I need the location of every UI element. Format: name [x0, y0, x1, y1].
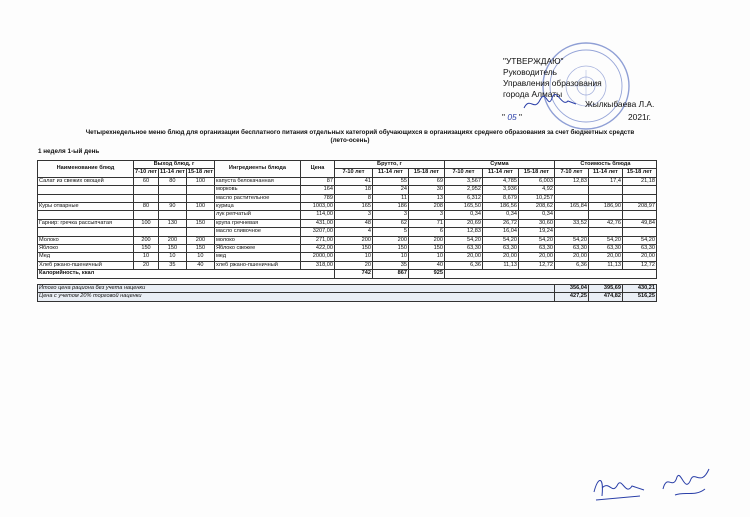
sum-value: 6,003	[518, 177, 554, 185]
dish-name	[38, 186, 134, 194]
gross-value: 5	[372, 228, 408, 236]
cost-value: 49,84	[622, 219, 656, 227]
price-value: 3207,00	[300, 228, 334, 236]
cost-value: 20,00	[622, 253, 656, 261]
approval-line-approve: "УТВЕРЖДАЮ"	[503, 56, 564, 66]
header-gross: Брутто, г	[334, 161, 444, 169]
yield-value: 80	[159, 177, 187, 185]
gross-value: 24	[372, 186, 408, 194]
table-row	[38, 261, 657, 269]
yield-value: 20	[134, 261, 159, 269]
sum-value: 208,62	[518, 203, 554, 211]
age-header: 15-18 лет	[622, 169, 656, 177]
gross-value: 200	[408, 236, 444, 244]
cost-value	[554, 211, 588, 219]
price-value: 422,00	[300, 245, 334, 253]
approver-name: Жылкыбаева Л.А.	[585, 99, 655, 109]
cost-value: 12,72	[622, 261, 656, 269]
price-value: 114,00	[300, 211, 334, 219]
age-header: 7-10 лет	[334, 169, 372, 177]
cost-value	[588, 228, 622, 236]
header-price: Цена	[300, 161, 334, 178]
cost-value: 54,20	[554, 236, 588, 244]
header-yield: Выход блюд, г	[134, 161, 215, 169]
gross-value: 71	[408, 219, 444, 227]
cost-value: 208,97	[622, 203, 656, 211]
yield-value	[159, 186, 187, 194]
ingredient-name: Яблоко свежее	[214, 245, 300, 253]
sum-value: 16,04	[482, 228, 518, 236]
yield-value: 10	[186, 253, 214, 261]
gross-value: 186	[372, 203, 408, 211]
yield-value: 10	[159, 253, 187, 261]
cost-value	[622, 228, 656, 236]
total-value: 516,25	[622, 293, 656, 301]
total-value: 395,69	[588, 284, 622, 292]
cost-value: 165,84	[554, 203, 588, 211]
yield-value: 90	[159, 203, 187, 211]
yield-value	[159, 194, 187, 202]
sum-value: 10,257	[518, 194, 554, 202]
ingredient-name: крупа гречневая	[214, 219, 300, 227]
gross-value: 3	[372, 211, 408, 219]
gross-value: 3	[408, 211, 444, 219]
price-value: 1003,00	[300, 203, 334, 211]
yield-value	[186, 228, 214, 236]
cost-value: 33,52	[554, 219, 588, 227]
cost-value	[554, 228, 588, 236]
gross-value: 8	[334, 194, 372, 202]
ingredient-name: курица	[214, 203, 300, 211]
yield-value	[186, 186, 214, 194]
sum-value: 4,92	[518, 186, 554, 194]
sum-value: 6,36	[444, 261, 482, 269]
yield-value	[134, 228, 159, 236]
cost-value	[622, 194, 656, 202]
gross-value: 48	[334, 219, 372, 227]
sum-value: 3,936	[482, 186, 518, 194]
table-row	[38, 245, 657, 253]
sum-value: 6,312	[444, 194, 482, 202]
yield-value: 35	[159, 261, 187, 269]
gross-value: 150	[334, 245, 372, 253]
document-subtitle: (лето-осень)	[330, 137, 370, 144]
yield-value	[134, 211, 159, 219]
yield-value: 80	[134, 203, 159, 211]
signature-2	[655, 461, 715, 501]
gross-value: 3	[334, 211, 372, 219]
total-with-markup-row	[38, 293, 657, 301]
yield-value: 130	[159, 219, 187, 227]
cost-value	[588, 194, 622, 202]
gross-value: 6	[408, 228, 444, 236]
sum-value: 12,83	[444, 228, 482, 236]
gross-value: 200	[372, 236, 408, 244]
yield-value: 100	[134, 219, 159, 227]
table-row	[38, 194, 657, 202]
price-value: 164	[300, 186, 334, 194]
sum-value: 19,24	[518, 228, 554, 236]
sum-value: 0,34	[444, 211, 482, 219]
header-sum: Сумма	[444, 161, 554, 169]
yield-value	[134, 194, 159, 202]
cost-value: 54,20	[588, 236, 622, 244]
calories-value: 925	[408, 270, 444, 278]
approval-line-city: города Алматы	[503, 89, 563, 99]
calories-label: Калорийность, ккал	[38, 270, 335, 278]
price-value: 431,00	[300, 219, 334, 227]
gross-value: 208	[408, 203, 444, 211]
total-value: 430,21	[622, 284, 656, 292]
approval-line-department: Управления образования	[503, 78, 602, 88]
table-row	[38, 186, 657, 194]
dish-name: Хлеб ржано-пшеничный	[38, 261, 134, 269]
gross-value: 18	[334, 186, 372, 194]
cost-value	[554, 186, 588, 194]
gross-value: 165	[334, 203, 372, 211]
table-row	[38, 236, 657, 244]
calories-row	[38, 270, 657, 278]
gross-value: 20	[334, 261, 372, 269]
sum-value: 26,72	[482, 219, 518, 227]
dish-name	[38, 228, 134, 236]
age-header: 15-18 лет	[408, 169, 444, 177]
header-row-1	[38, 161, 657, 169]
age-header: 7-10 лет	[444, 169, 482, 177]
gross-value: 35	[372, 261, 408, 269]
cost-value: 21,18	[622, 177, 656, 185]
date-quote-close: "	[518, 112, 522, 122]
yield-value: 200	[186, 236, 214, 244]
sum-value: 0,34	[482, 211, 518, 219]
cost-value: 20,00	[554, 253, 588, 261]
sum-value: 3,567	[444, 177, 482, 185]
yield-value: 40	[186, 261, 214, 269]
ingredient-name: масло сливочное	[214, 228, 300, 236]
total-no-markup-label: Итого цена рациона без учета наценки	[38, 284, 555, 292]
yield-value	[186, 211, 214, 219]
sum-value: 11,13	[482, 261, 518, 269]
yield-value: 150	[159, 245, 187, 253]
gross-value: 10	[334, 253, 372, 261]
age-header: 7-10 лет	[135, 169, 158, 176]
cost-value: 17,4	[588, 177, 622, 185]
age-header: 11-14 лет	[588, 169, 622, 177]
sum-value: 4,785	[482, 177, 518, 185]
dish-name: Салат из свежих овощей	[38, 177, 134, 185]
dish-name: Яблоко	[38, 245, 134, 253]
dish-name: Куры отварные	[38, 203, 134, 211]
table-row	[38, 203, 657, 211]
cost-value: 63,30	[622, 245, 656, 253]
cost-value: 12,83	[554, 177, 588, 185]
cost-value	[622, 211, 656, 219]
sum-value: 63,30	[482, 245, 518, 253]
menu-body	[38, 177, 657, 269]
age-header: 11-14 лет	[372, 169, 408, 177]
yield-value: 100	[186, 177, 214, 185]
sum-value: 8,679	[482, 194, 518, 202]
approval-year: 2021г.	[628, 112, 651, 122]
approval-date	[502, 112, 522, 122]
gross-value: 40	[408, 261, 444, 269]
age-header: 15-18 лет	[518, 169, 554, 177]
ingredient-name: капуста белокачанная	[214, 177, 300, 185]
cost-value	[622, 186, 656, 194]
empty-cell	[444, 270, 656, 278]
sum-value: 186,56	[482, 203, 518, 211]
cost-value: 20,00	[588, 253, 622, 261]
cost-value	[588, 211, 622, 219]
cost-value: 11,13	[588, 261, 622, 269]
yield-value	[159, 228, 187, 236]
sum-value: 0,34	[518, 211, 554, 219]
price-value: 271,00	[300, 236, 334, 244]
yield-value	[186, 194, 214, 202]
menu-summary	[38, 270, 657, 301]
date-day: 05	[507, 112, 517, 122]
price-value: 87	[300, 177, 334, 185]
sum-value: 20,69	[444, 219, 482, 227]
approver-signature	[522, 92, 578, 114]
sum-value: 20,00	[444, 253, 482, 261]
ingredient-name: молоко	[214, 236, 300, 244]
sum-value: 63,30	[444, 245, 482, 253]
dish-name	[38, 211, 134, 219]
yield-value: 150	[186, 245, 214, 253]
ingredient-name: мед	[214, 253, 300, 261]
sum-value: 63,30	[518, 245, 554, 253]
signature-1	[588, 466, 648, 506]
age-header: 11-14 лет	[160, 169, 185, 176]
total-value: 427,25	[554, 293, 588, 301]
total-value: 356,04	[554, 284, 588, 292]
sum-value: 30,60	[518, 219, 554, 227]
gross-value: 150	[372, 245, 408, 253]
header-dish: Наименование блюд	[38, 161, 134, 178]
header-cost: Стоимость блюда	[554, 161, 656, 169]
age-header: 15-18 лет	[187, 169, 213, 176]
gross-value: 41	[334, 177, 372, 185]
cost-value: 63,30	[554, 245, 588, 253]
total-no-markup-row	[38, 284, 657, 292]
table-row	[38, 211, 657, 219]
week-day-label: 1 неделя 1-ый день	[38, 148, 100, 155]
yield-value: 100	[186, 203, 214, 211]
price-value: 318,00	[300, 261, 334, 269]
cost-value: 6,36	[554, 261, 588, 269]
table-row	[38, 177, 657, 185]
calories-value: 742	[334, 270, 372, 278]
sum-value: 54,20	[444, 236, 482, 244]
sum-value: 54,20	[518, 236, 554, 244]
document-title: Четырехнедельное меню блюд для организации бесплатного питания отдельных категорий обучающихся в организациях среднего образования за счет бюджетных средств	[85, 129, 635, 136]
sum-value: 20,00	[482, 253, 518, 261]
gross-value: 200	[334, 236, 372, 244]
price-value: 789	[300, 194, 334, 202]
total-with-markup-label: Цена с учетом 20% торговой наценки	[38, 293, 555, 301]
price-value: 2000,00	[300, 253, 334, 261]
yield-value: 150	[186, 219, 214, 227]
age-header: 7-10 лет	[554, 169, 588, 177]
cost-value	[588, 186, 622, 194]
dish-name: Гарнир: гречка рассыпчатая	[38, 219, 134, 227]
approval-line-head: Руководитель	[503, 67, 557, 77]
ingredient-name: лук репчатый	[214, 211, 300, 219]
cost-value: 186,90	[588, 203, 622, 211]
yield-value	[159, 211, 187, 219]
yield-value: 10	[134, 253, 159, 261]
sum-value: 12,72	[518, 261, 554, 269]
gross-value: 11	[372, 194, 408, 202]
ingredient-name: морковь	[214, 186, 300, 194]
gross-value: 30	[408, 186, 444, 194]
table-row	[38, 219, 657, 227]
cost-value	[554, 194, 588, 202]
ingredient-name: масло растительное	[214, 194, 300, 202]
gross-value: 69	[408, 177, 444, 185]
sum-value: 165,50	[444, 203, 482, 211]
gross-value: 13	[408, 194, 444, 202]
table-row	[38, 228, 657, 236]
gross-value: 10	[408, 253, 444, 261]
table-row	[38, 253, 657, 261]
sum-value: 20,00	[518, 253, 554, 261]
header-ingredients: Ингредиенты блюда	[214, 161, 300, 178]
gross-value: 55	[372, 177, 408, 185]
dish-name	[38, 194, 134, 202]
menu-table	[37, 160, 657, 302]
ingredient-name: хлеб ржано-пшеничный	[214, 261, 300, 269]
dish-name: Молоко	[38, 236, 134, 244]
gross-value: 10	[372, 253, 408, 261]
cost-value: 42,76	[588, 219, 622, 227]
yield-value: 60	[134, 177, 159, 185]
sum-value: 2,952	[444, 186, 482, 194]
gross-value: 4	[334, 228, 372, 236]
gross-value: 62	[372, 219, 408, 227]
yield-value	[134, 186, 159, 194]
yield-value: 150	[134, 245, 159, 253]
age-header: 11-14 лет	[482, 169, 518, 177]
cost-value: 63,30	[588, 245, 622, 253]
total-value: 474,82	[588, 293, 622, 301]
yield-value: 200	[159, 236, 187, 244]
yield-value: 200	[134, 236, 159, 244]
sum-value: 54,20	[482, 236, 518, 244]
dish-name: Мед	[38, 253, 134, 261]
cost-value: 54,20	[622, 236, 656, 244]
calories-value: 867	[372, 270, 408, 278]
gross-value: 150	[408, 245, 444, 253]
date-quote: "	[502, 112, 505, 122]
